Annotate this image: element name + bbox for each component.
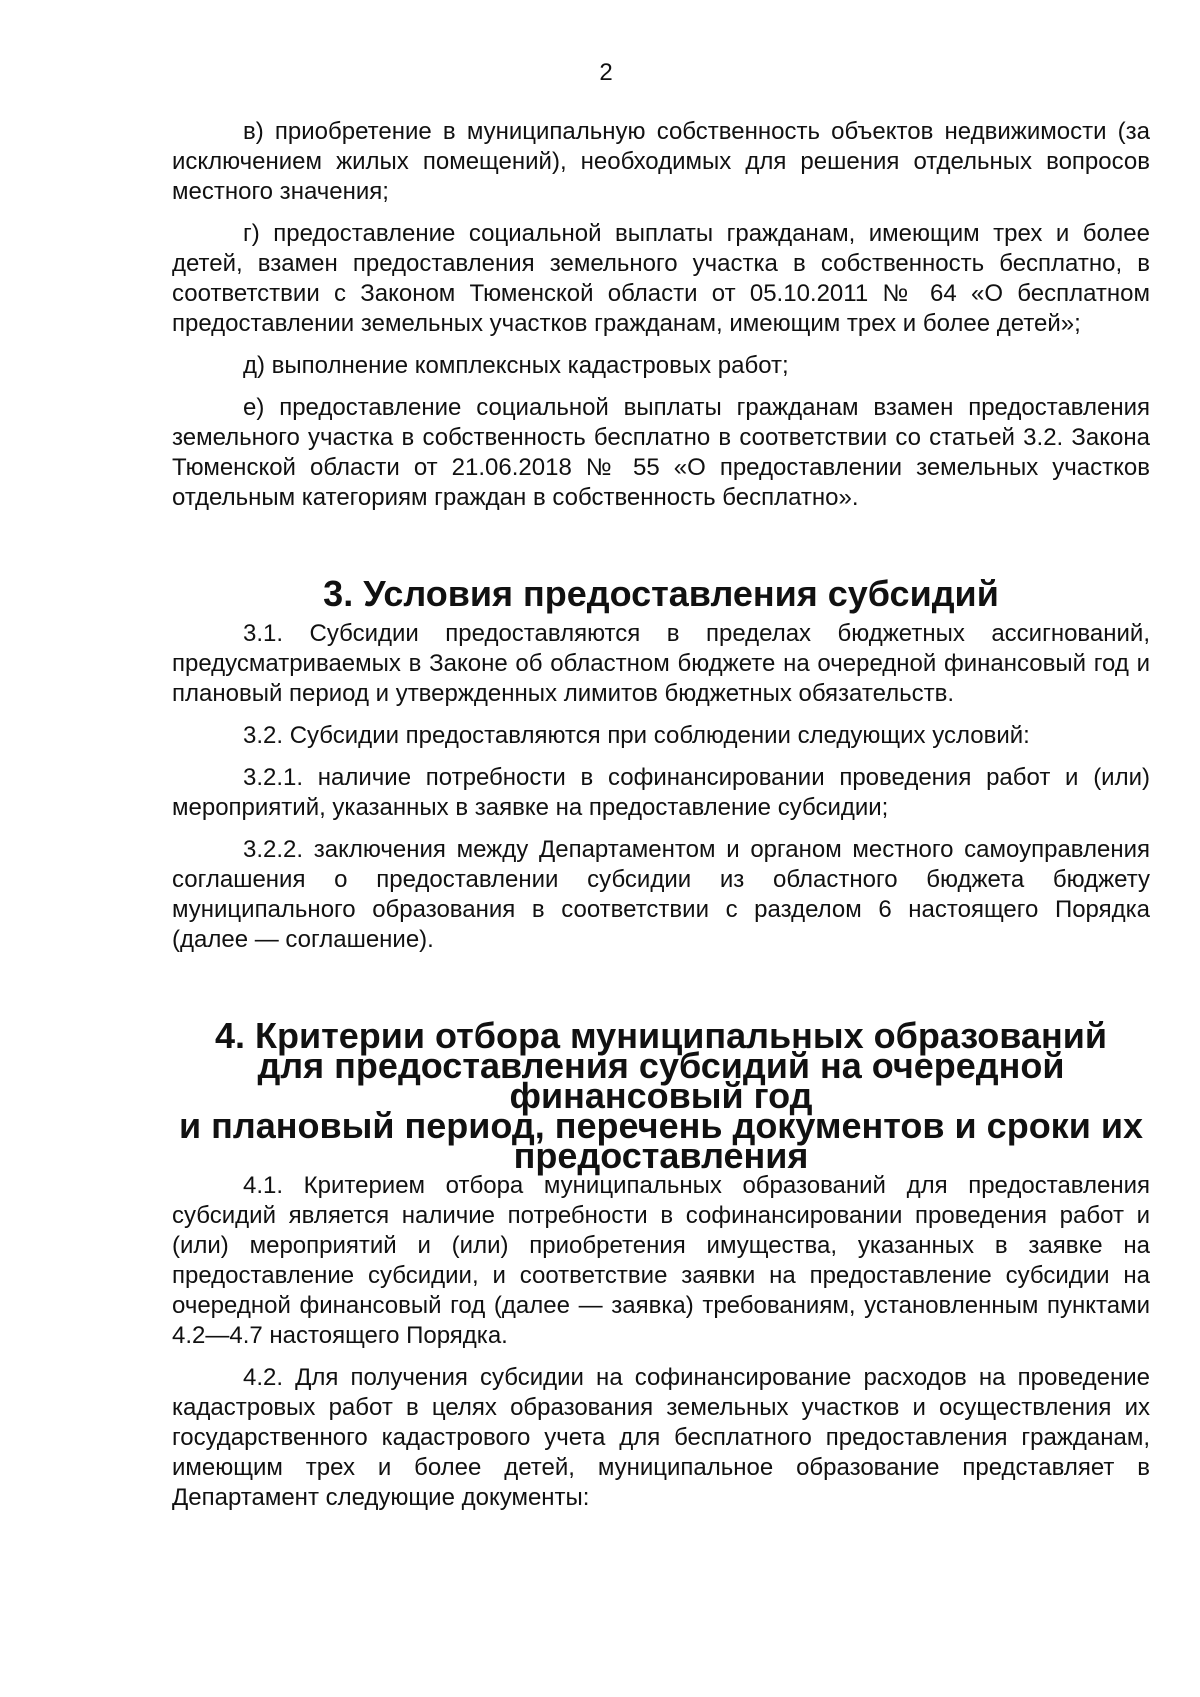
section-3-heading: 3. Условия предоставления субсидий [323, 573, 999, 614]
paragraph-4-1: 4.1. Критерием отбора муниципальных образований для предоставления субсидий является наличие потребности в софинансировании проведения работ и (или) мероприятий и (или) приобретения имущества, указанных в заявке на предоставление субсидии, и соответствие заявки на предоставление субсидии на очередной финансовый год (далее — заявка) требованиям, установленным пунктами 4.2—4.7 настоящего Порядка. [172, 1172, 1150, 1349]
paragraph-3-2: 3.2. Субсидии предоставляются при соблюдении следующих условий: [243, 722, 1030, 749]
document-body [172, 117, 1150, 1513]
paragraph-item-v: в) приобретение в муниципальную собственность объектов недвижимости (за исключением жилых помещений), необходимых для решения отдельных вопросов местного значения; [172, 118, 1150, 205]
section-4-heading-line: предоставления [513, 1135, 809, 1176]
paragraph-3-2-2: 3.2.2. заключения между Департаментом и органом местного самоуправления соглашения о предоставлении субсидии из областного бюджета бюджету муниципального образования в соответствии с разделом 6 настоящего Порядка (далее — соглашение). [172, 836, 1150, 953]
paragraph-3-1: 3.1. Субсидии предоставляются в пределах бюджетных ассигнований, предусматриваемых в Законе об областном бюджете на очередной финансовый год и плановый период и утвержденных лимитов бюджетных обязательств. [172, 620, 1150, 707]
section-4-heading-line: 4. Критерии отбора муниципальных образований [215, 1015, 1107, 1056]
section-4-heading-line: и плановый период, перечень документов и сроки их [179, 1105, 1143, 1146]
paragraph-item-g: г) предоставление социальной выплаты гражданам, имеющим трех и более детей, взамен предоставления земельного участка в собственность бесплатно, в соответствии с Законом Тюменской области от 05.10.2011 № 64 «О бесплатном предоставлении земельных участков гражданам, имеющим трех и более детей»; [172, 220, 1150, 337]
page-number: 2 [599, 59, 613, 86]
section-4-heading [172, 1015, 1150, 1176]
section-4-heading-line: для предоставления субсидий на очередной финансовый год [257, 1045, 1065, 1116]
paragraph-4-2: 4.2. Для получения субсидии на софинансирование расходов на проведение кадастровых работ в целях образования земельных участков и осуществления их государственного кадастрового учета для бесплатного предоставления гражданам, имеющим трех и более детей, муниципальное образование представляет в Департамент следующие документы: [172, 1364, 1150, 1511]
paragraph-item-d: д) выполнение комплексных кадастровых работ; [243, 352, 789, 379]
paragraph-item-e: е) предоставление социальной выплаты гражданам взамен предоставления земельного участка в собственность бесплатно в соответствии со статьей 3.2. Закона Тюменской области от 21.06.2018 № 55 «О предоставлении земельных участков отдельным категориям граждан в собственность бесплатно». [172, 394, 1150, 511]
paragraph-3-2-1: 3.2.1. наличие потребности в софинансировании проведения работ и (или) мероприятий, указанных в заявке на предоставление субсидии; [172, 764, 1150, 821]
